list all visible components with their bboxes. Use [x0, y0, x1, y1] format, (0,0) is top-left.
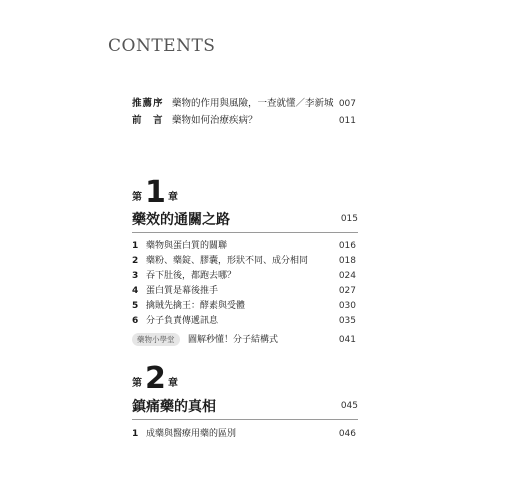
front-matter-label: 推薦序: [132, 98, 164, 109]
section-title: 吞下肚後，都跑去哪？: [146, 271, 237, 281]
front-matter-title: 藥物的作用與風險，一查就懂／李新城: [172, 98, 334, 109]
page-number: 030: [338, 301, 356, 311]
chapter-number: 2: [145, 361, 166, 396]
section-title: 擒賊先擒王：酵素與受體: [146, 301, 246, 311]
section-title: 蛋白質是幕後推手: [146, 286, 219, 296]
page-number: 016: [338, 241, 356, 251]
section-number: 3: [132, 271, 139, 281]
category-badge: 藥物小學堂: [132, 333, 180, 346]
front-matter-row[interactable]: [132, 113, 356, 129]
section-title: 藥物與蛋白質的關聯: [146, 241, 228, 251]
section-title: 藥粉、藥錠、膠囊，形狀不同、成分相同: [146, 256, 309, 266]
section-title: 成藥與醫療用藥的區別: [146, 429, 237, 439]
section-number: 2: [132, 256, 139, 266]
page-number: 041: [338, 335, 356, 345]
chapter-number: 1: [145, 175, 166, 210]
page-number: 018: [338, 256, 356, 266]
chapter-prefix: 第: [132, 378, 142, 389]
page-number: 046: [338, 429, 356, 439]
toc-section-row[interactable]: [132, 269, 356, 283]
chapter-title-row[interactable]: [132, 397, 358, 420]
section-number: 5: [132, 301, 139, 311]
toc-section-row[interactable]: [132, 427, 356, 441]
chapter-title: 鎮痛藥的真相: [132, 399, 216, 415]
toc-section-row[interactable]: [132, 314, 356, 328]
page-number: 045: [340, 401, 358, 411]
contents-title: CONTENTS: [108, 36, 216, 56]
page-number: 015: [340, 214, 358, 224]
chapter-suffix: 章: [168, 378, 178, 389]
section-title: 分子負責傳遞訊息: [146, 316, 219, 326]
front-matter-title: 藥物如何治療疾病？: [172, 115, 258, 126]
page-number: 027: [338, 286, 356, 296]
section-number: 1: [132, 429, 139, 439]
section-number: 1: [132, 241, 139, 251]
toc-section-row[interactable]: [132, 254, 356, 268]
extra-title: 圖解秒懂！分子結構式: [188, 335, 279, 345]
chapter-title-row[interactable]: [132, 210, 358, 233]
front-matter-label: 前 言: [132, 115, 164, 126]
chapter-prefix: 第: [132, 192, 142, 203]
section-number: 4: [132, 286, 139, 296]
toc-extra-row[interactable]: [132, 332, 356, 348]
page-number: 035: [338, 316, 356, 326]
chapter-title: 藥效的通關之路: [132, 212, 230, 228]
chapter-suffix: 章: [168, 192, 178, 203]
front-matter-row[interactable]: [132, 96, 356, 112]
page-number: 024: [338, 271, 356, 281]
toc-section-row[interactable]: [132, 284, 356, 298]
page-number: 011: [338, 116, 356, 126]
section-number: 6: [132, 316, 139, 326]
toc-section-row[interactable]: [132, 299, 356, 313]
toc-section-row[interactable]: [132, 239, 356, 253]
page-number: 007: [338, 99, 356, 109]
